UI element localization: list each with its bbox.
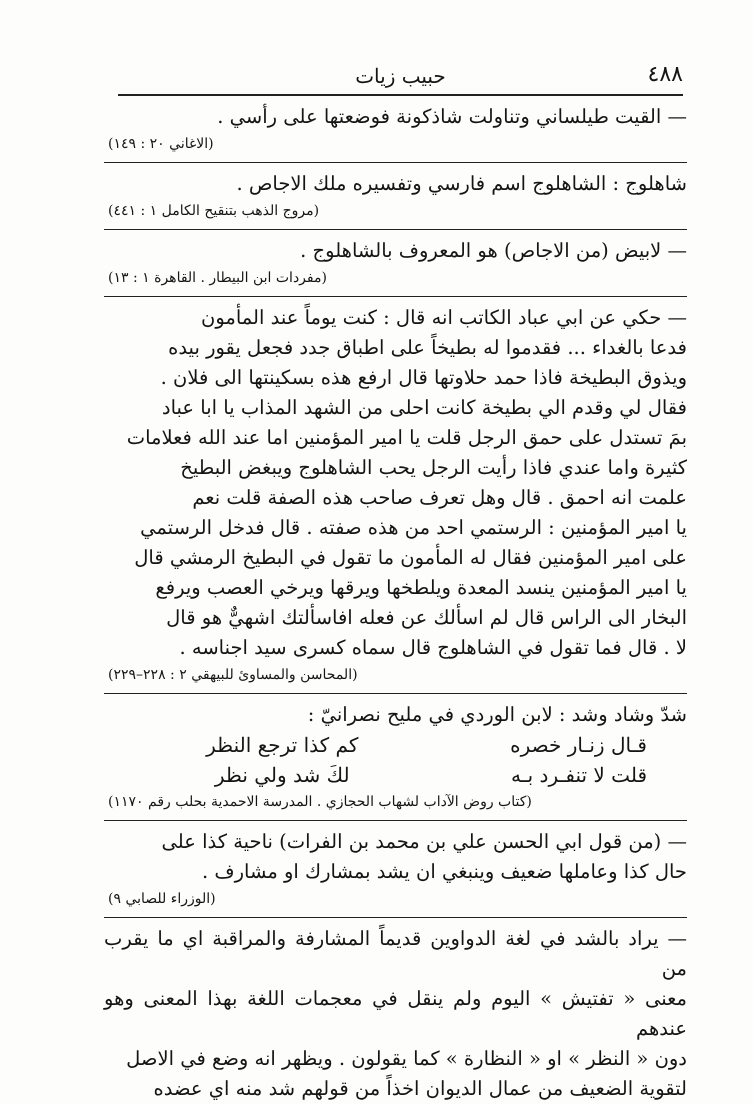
entry-line: — يراد بالشد في لغة الدواوين قديماً المشارفة والمراقبة اي ما يقرب من bbox=[104, 927, 687, 980]
source-citation: (مروج الذهب بتنقيح الكامل ١ : ٤٤١) bbox=[108, 203, 320, 219]
page-number: ٤٨٨ bbox=[647, 62, 683, 87]
entry-line: فقال لي وقدم الي بطيخة كانت احلى من الشهد المذاب يا ابا عباد bbox=[161, 396, 687, 419]
entry-line: شدّ وشاد وشد : لابن الوردي في مليح نصرانيّ : bbox=[307, 703, 687, 726]
source-citation: (الاغاني ٢٠ : ١٤٩) bbox=[108, 136, 214, 152]
separator-rule bbox=[104, 229, 687, 230]
poem-verses bbox=[104, 730, 687, 790]
entry-line: فدعا بالغداء ... فقدموا له بطيخاً على اطباق جدد فجعل يقور بيده bbox=[168, 336, 687, 359]
running-title: حبيب زيات bbox=[355, 64, 446, 88]
verse-hemistich: قـال زنـار خصره bbox=[510, 733, 647, 757]
entry-shahluj bbox=[104, 169, 687, 223]
separator-rule bbox=[104, 162, 687, 163]
entry-line: يا امير المؤمنين ينسد المعدة ويلطخها ويرقها ويرخي العصب ويرفع bbox=[155, 576, 687, 599]
entry-diwan-language bbox=[104, 924, 687, 1104]
entry-line: لتقوية الضعيف من عمال الديوان اخذاً من قولهم شد منه اي عضده bbox=[153, 1077, 687, 1100]
entry-line: حال كذا وعاملها ضعيف وينبغي ان يشد بمشارك او مشارف . bbox=[202, 860, 687, 883]
entry-line: البخار الى الراس قال لم اسألك عن فعله افاسألتك اشهيٌّ هو قال bbox=[166, 606, 687, 629]
entry-ibn-al-furat bbox=[104, 827, 687, 911]
header-rule bbox=[118, 94, 683, 96]
entry-line: كثيرة واما عندي فاذا رأيت الرجل يحب الشاهلوج ويبغض البطيخ bbox=[180, 456, 687, 479]
entry-abi-abbad-anecdote bbox=[104, 303, 687, 687]
entry-line: على امير المؤمنين فقال له المأمون ما تقول في البطيخ الرمشي قال bbox=[134, 546, 687, 569]
verse-hemistich: لكَ شد ولي نظر bbox=[214, 763, 350, 787]
entry-line: ويذوق البطيخة فاذا حمد حلاوتها قال ارفع هذه بسكينتها الى فلان . bbox=[160, 366, 687, 389]
separator-rule bbox=[104, 693, 687, 694]
entry-line: — القيت طيلساني وتناولت شاذكونة فوضعتها على رأسي . bbox=[217, 105, 687, 128]
separator-rule bbox=[104, 820, 687, 821]
verse-hemistich: كم كذا ترجع النظر bbox=[206, 733, 359, 757]
source-citation: (المحاسن والمساوئ للبيهقي ٢ : ٢٢٨–٢٢٩) bbox=[108, 667, 358, 683]
entry-shadd bbox=[104, 700, 687, 814]
verse-hemistich: قلت لا تنفـرد بـه bbox=[511, 763, 647, 787]
entry-line: — لابيض (من الاجاص) هو المعروف بالشاهلوج . bbox=[300, 239, 687, 262]
entry-line: بمَ تستدل على حمق الرجل قلت يا امير المؤمنين اما عند الله فعلامات bbox=[126, 426, 687, 449]
source-citation: (كتاب روض الآداب لشهاب الحجازي . المدرسة الاحمدية بحلب رقم ١١٧٠) bbox=[108, 794, 532, 810]
entry-taylasan bbox=[104, 102, 687, 156]
entry-line: — (من قول ابي الحسن علي بن محمد بن الفرات) ناحية كذا على bbox=[161, 830, 687, 853]
page-content bbox=[104, 102, 687, 1104]
entry-line: علمت انه احمق . قال وهل تعرف صاحب هذه الصفة قلت نعم bbox=[192, 486, 687, 509]
entry-line: لا . قال فما تقول في الشاهلوج قال سماه كسرى سيد اجناسه . bbox=[179, 636, 687, 659]
entry-line: يا امير المؤمنين : الرستمي احد من هذه صفته . قال فدخل الرستمي bbox=[140, 516, 687, 539]
separator-rule bbox=[104, 296, 687, 297]
entry-line: شاهلوج : الشاهلوج اسم فارسي وتفسيره ملك الاجاص . bbox=[236, 172, 687, 195]
source-citation: (الوزراء للصابي ٩) bbox=[108, 891, 216, 907]
page-header bbox=[118, 62, 683, 96]
entry-abyad bbox=[104, 236, 687, 290]
entry-line: — حكي عن ابي عباد الكاتب انه قال : كنت يوماً عند المأمون bbox=[201, 306, 687, 329]
source-citation: (مفردات ابن البيطار . القاهرة ١ : ١٣) bbox=[108, 270, 327, 286]
entry-line: معنى « تفتيش » اليوم ولم ينقل في معجمات اللغة بهذا المعنى وهو عندهم bbox=[104, 987, 687, 1040]
separator-rule bbox=[104, 917, 687, 918]
entry-line: دون « النظر » او « النظارة » كما يقولون . ويظهر انه وضع في الاصل bbox=[126, 1047, 687, 1070]
